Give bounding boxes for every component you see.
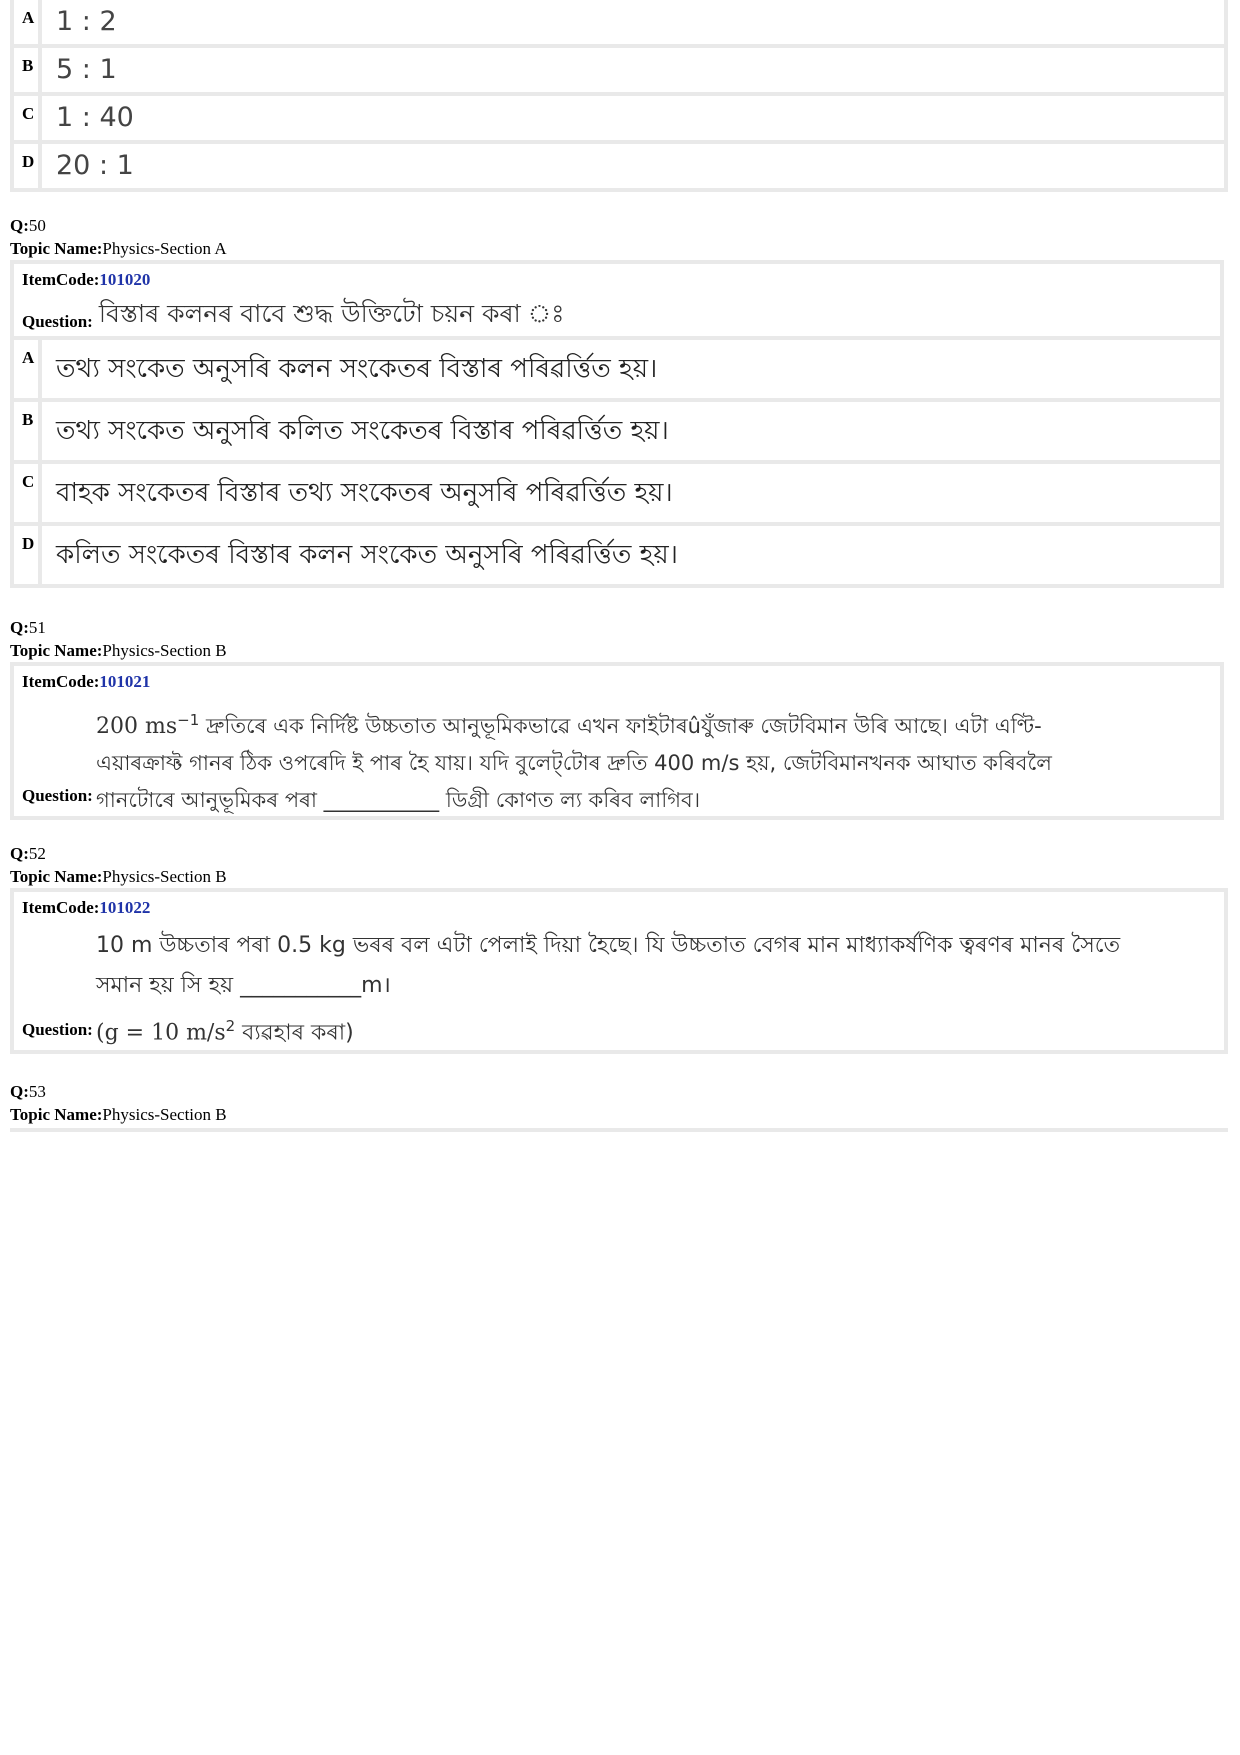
question-header-51 — [10, 616, 1228, 662]
divider — [10, 1128, 1228, 1132]
topic-name: Topic Name:Physics-Section B — [10, 641, 227, 660]
option-letter: D — [14, 144, 42, 188]
option-row — [14, 336, 1220, 398]
option-text: 1 : 2 — [56, 6, 117, 37]
question-line: 200 $ms^{-1}$ দ্ৰুতিৰে এক নিৰ্দিষ্ট উচ্চতাত আনুভূমিকভাৱে এখন ফাইটাৰûযুঁজাৰু জেটবিমান উৰি আছে। এটা এণ্টি- — [96, 711, 1042, 739]
question-header-52 — [10, 842, 1228, 888]
question-label: Question: — [22, 786, 93, 805]
question-label: Question: — [22, 312, 93, 331]
question-line: সমান হয় সি হয় ___________m। — [96, 973, 391, 998]
option-text: 1 : 40 — [56, 102, 134, 133]
option-letter: B — [14, 48, 42, 92]
topic-name: Topic Name:Physics-Section B — [10, 867, 227, 886]
option-letter: D — [14, 526, 42, 584]
option-text: বাহক সংকেতৰ বিস্তাৰ তথ্য সংকেতৰ অনুসৰি পৰিৱৰ্ত্তিত হয়। — [56, 478, 673, 508]
option-row — [14, 92, 1224, 140]
question-header-50 — [10, 214, 1228, 260]
option-row — [14, 398, 1220, 460]
question-number: Q:50 — [10, 216, 46, 235]
question-line: গানটোৰে আনুভূমিকৰ পৰা ___________ ডিগ্ৰী কোণত ল্য কৰিব লাগিব। — [96, 788, 701, 812]
option-row — [14, 0, 1224, 44]
question-line: (g = 10 $m/s^2$ ব্যৱহাৰ কৰা) — [96, 1017, 354, 1046]
question-block-50 — [10, 260, 1224, 588]
question-text — [96, 702, 1206, 819]
question-line: এয়াৰক্ৰাফ্ট গানৰ ঠিক ওপৰেদি ই পাৰ হৈ যায়। যদি বুলেট্‌টোৰ দ্ৰুতি 400 m/s হয়, জেটবিমানখনক আঘাত কৰিবলৈ — [96, 751, 1052, 775]
option-text: 5 : 1 — [56, 54, 117, 85]
item-code: 101021 — [99, 672, 151, 691]
question-block-51 — [10, 662, 1224, 820]
option-row — [14, 460, 1220, 522]
item-code: 101020 — [99, 270, 151, 289]
option-letter: A — [14, 0, 42, 44]
option-text: 20 : 1 — [56, 150, 134, 181]
item-code: 101022 — [99, 898, 151, 917]
question-row — [14, 290, 1220, 336]
option-text: তথ্য সংকেত অনুসৰি কলিত সংকেতৰ বিস্তাৰ পৰিৱৰ্ত্তিত হয়। — [56, 416, 669, 446]
item-code-line: ItemCode:101022 — [22, 898, 151, 917]
option-row — [14, 44, 1224, 92]
option-row — [14, 140, 1224, 188]
option-letter: C — [14, 464, 42, 522]
question-label: Question: — [22, 1020, 93, 1039]
option-row — [14, 522, 1220, 584]
option-letter: A — [14, 340, 42, 398]
option-letter: C — [14, 96, 42, 140]
previous-options-table — [10, 0, 1228, 192]
item-code-line: ItemCode:101021 — [22, 672, 151, 691]
topic-name: Topic Name:Physics-Section B — [10, 1105, 227, 1124]
item-code-line: ItemCode:101020 — [22, 270, 151, 289]
question-number: Q:51 — [10, 618, 46, 637]
question-text — [96, 926, 1216, 1053]
question-text: বিস্তাৰ কলনৰ বাবে শুদ্ধ উক্তিটো চয়ন কৰা ঃ — [98, 299, 565, 328]
option-letter: B — [14, 402, 42, 460]
question-number: Q:53 — [10, 1082, 46, 1101]
question-block-52 — [10, 888, 1228, 1054]
topic-name: Topic Name:Physics-Section A — [10, 239, 227, 258]
option-text: তথ্য সংকেত অনুসৰি কলন সংকেতৰ বিস্তাৰ পৰিৱৰ্ত্তিত হয়। — [56, 354, 658, 384]
option-text: কলিত সংকেতৰ বিস্তাৰ কলন সংকেত অনুসৰি পৰিৱৰ্ত্তিত হয়। — [56, 540, 678, 570]
question-number: Q:52 — [10, 844, 46, 863]
question-header-53 — [10, 1080, 1228, 1126]
options-table — [14, 336, 1220, 584]
question-line: 10 m উচ্চতাৰ পৰা 0.5 kg ভৰৰ বল এটা পেলাই দিয়া হৈছে। যি উচ্চতাত বেগৰ মান মাধ্যাকৰ্ষণিক ত্বৰণৰ মানৰ সৈতে — [96, 933, 1121, 958]
page — [10, 0, 1228, 1132]
